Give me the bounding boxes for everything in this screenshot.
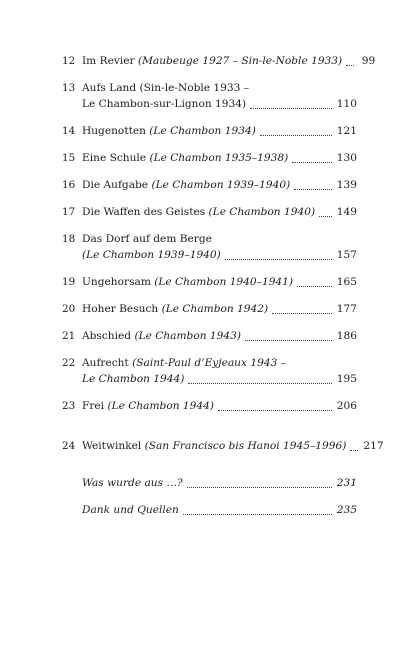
page-number: 217 [363, 440, 384, 452]
chapter-number: 14 [62, 125, 76, 137]
chapter-place: (Le Chambon 1944) [107, 400, 214, 412]
chapter-title: Hoher Besuch [82, 303, 159, 315]
page-number: 231 [336, 477, 357, 489]
chapter-place: (Le Chambon 1943) [134, 330, 241, 342]
dot-leader [187, 487, 332, 488]
chapter-number: 19 [62, 276, 76, 288]
chapter-place: (Le Chambon 1939–1940) [82, 249, 221, 261]
dot-leader [225, 259, 332, 260]
dot-leader [250, 108, 332, 109]
chapter-number: 18 [62, 233, 76, 245]
chapter-title: Das Dorf auf dem Berge [82, 233, 212, 245]
page-number: 130 [336, 152, 357, 164]
toc-entry [62, 53, 376, 69]
page-number: 99 [361, 55, 376, 67]
chapter-place: (Saint-Paul d’Eyjeaux 1943 – [132, 357, 286, 369]
page-number: 235 [336, 504, 357, 516]
chapter-number: 22 [62, 357, 76, 369]
toc-entry [62, 80, 357, 112]
chapter-title: Hugenotten [82, 125, 146, 137]
toc-entry [62, 274, 357, 290]
chapter-title: Ungehorsam [82, 276, 151, 288]
dot-leader [272, 313, 332, 314]
chapter-place: (Maubeuge 1927 – Sin-le-Noble 1933) [137, 55, 343, 67]
dot-leader [245, 340, 332, 341]
chapter-number: 12 [62, 55, 76, 67]
dot-leader [260, 135, 332, 136]
page-number: 195 [336, 373, 357, 385]
toc-entry [62, 438, 384, 454]
chapter-number: 16 [62, 179, 76, 191]
page-number: 139 [336, 179, 357, 191]
chapter-title: Die Waffen des Geistes [82, 206, 206, 218]
dot-leader [188, 383, 331, 384]
chapter-number: 24 [62, 440, 76, 452]
chapter-place: (Le Chambon 1940) [208, 206, 316, 218]
page-number: 206 [336, 400, 357, 412]
chapter-title: Abschied [82, 330, 132, 342]
page-number: 157 [336, 249, 357, 261]
chapter-title: Frei [82, 400, 105, 412]
dot-leader [292, 162, 332, 163]
dot-leader [319, 216, 332, 217]
appendix-title: Was wurde aus …? [82, 477, 183, 489]
toc-entry-appendix [62, 502, 357, 518]
chapter-title: Eine Schule [82, 152, 147, 164]
dot-leader [183, 514, 332, 515]
dot-leader [297, 286, 332, 287]
chapter-title: Weitwinkel [82, 440, 142, 452]
chapter-place: (Le Chambon 1934) [149, 125, 256, 137]
chapter-place: (Le Chambon 1942) [161, 303, 269, 315]
page-number: 165 [336, 276, 357, 288]
chapter-number: 21 [62, 330, 76, 342]
chapter-place: (Le Chambon 1940–1941) [154, 276, 294, 288]
table-of-contents [62, 53, 384, 518]
page-number: 149 [336, 206, 357, 218]
appendix-title: Dank und Quellen [82, 504, 179, 516]
chapter-place: (San Francisco bis Hanoi 1945–1996) [144, 440, 347, 452]
chapter-number: 23 [62, 400, 76, 412]
toc-entry [62, 398, 357, 414]
page-number: 110 [336, 98, 357, 110]
toc-entry [62, 355, 357, 387]
chapter-title: Die Aufgabe [82, 179, 149, 191]
chapter-place: (Le Chambon 1935–1938) [149, 152, 289, 164]
toc-entry [62, 150, 357, 166]
page-number: 121 [336, 125, 357, 137]
dot-leader [346, 65, 354, 66]
chapter-number: 20 [62, 303, 76, 315]
toc-entry-appendix [62, 475, 357, 491]
toc-entry [62, 177, 357, 193]
dot-leader [294, 189, 332, 190]
toc-entry [62, 204, 357, 220]
dot-leader [350, 450, 358, 451]
chapter-number: 13 [62, 82, 76, 94]
toc-entry [62, 123, 357, 139]
page-number: 186 [336, 330, 357, 342]
chapter-number: 15 [62, 152, 76, 164]
chapter-title: Im Revier [82, 55, 135, 67]
toc-entry [62, 301, 357, 317]
toc-entry [62, 231, 357, 263]
chapter-title: Aufs Land (Sin-le-Noble 1933 – [82, 82, 250, 94]
page-number: 177 [336, 303, 357, 315]
chapter-number: 17 [62, 206, 76, 218]
chapter-place-continued: Le Chambon 1944) [82, 373, 185, 385]
chapter-place: (Le Chambon 1939–1940) [151, 179, 291, 191]
chapter-title: Aufrecht [82, 357, 129, 369]
chapter-title-continued: Le Chambon-sur-Lignon 1934) [82, 98, 247, 110]
dot-leader [218, 410, 332, 411]
toc-entry [62, 328, 357, 344]
